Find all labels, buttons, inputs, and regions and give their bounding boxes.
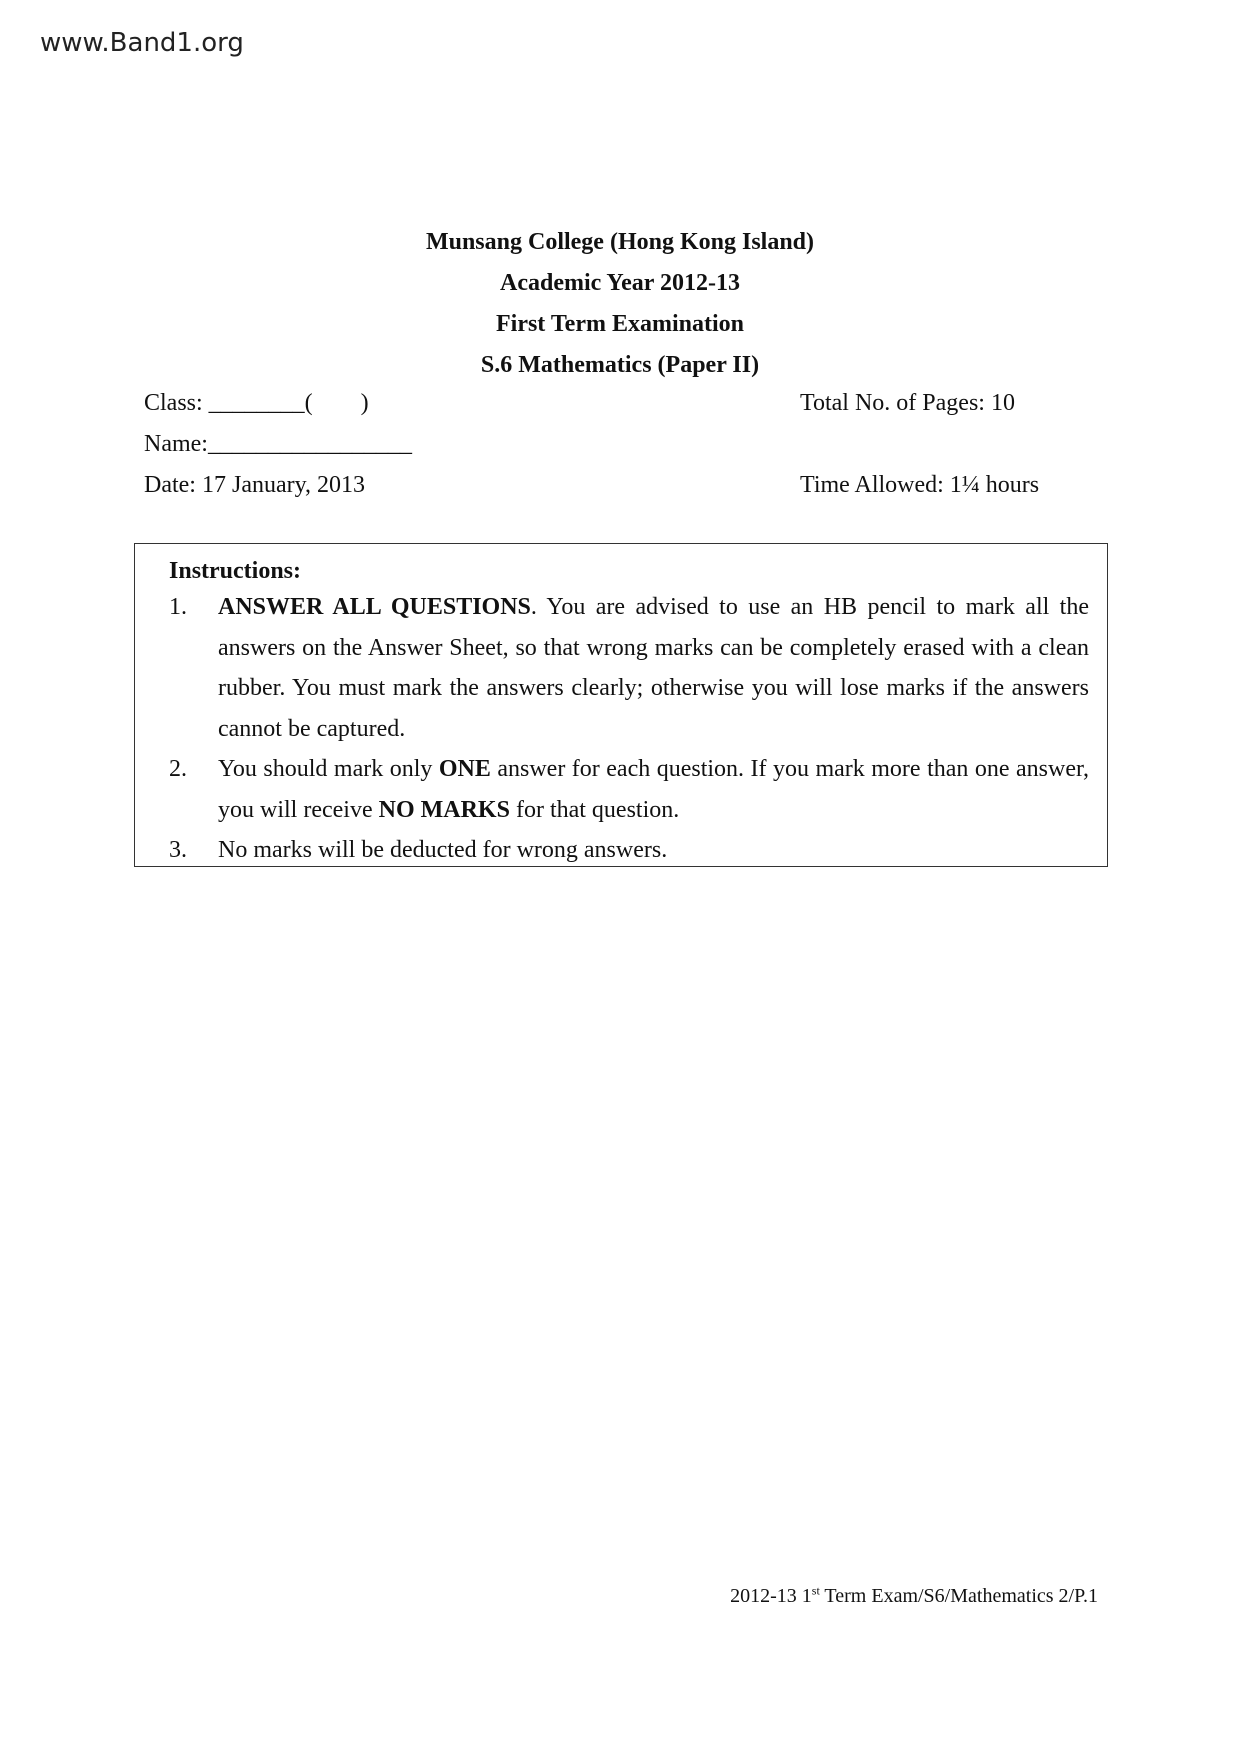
instruction-emphasis: NO MARKS bbox=[378, 796, 510, 823]
class-field: Class: ________( ) bbox=[144, 390, 369, 416]
exam-title: First Term Examination bbox=[495, 311, 744, 337]
subject-title: S.6 Mathematics (Paper II) bbox=[480, 352, 760, 378]
instruction-text bbox=[218, 587, 1089, 749]
instruction-number: 1. bbox=[169, 594, 187, 620]
instruction-number: 3. bbox=[169, 837, 187, 863]
instruction-emphasis: ANSWER ALL QUESTIONS bbox=[218, 594, 531, 620]
footer-superscript: st bbox=[811, 1583, 820, 1598]
instruction-number: 2. bbox=[169, 756, 187, 782]
instruction-item-2 bbox=[169, 749, 1089, 830]
instruction-body: answer for each question. If you mark more than one answer, you will receive bbox=[218, 756, 1090, 823]
academic-year: Academic Year 2012-13 bbox=[500, 270, 740, 296]
instruction-body: You should mark only bbox=[218, 756, 439, 782]
instruction-emphasis: ONE bbox=[438, 756, 491, 782]
total-pages: Total No. of Pages: 10 bbox=[800, 390, 1015, 416]
time-allowed: Time Allowed: 1¼ hours bbox=[800, 472, 1040, 498]
name-field: Name:_________________ bbox=[144, 431, 412, 457]
exam-date: Date: 17 January, 2013 bbox=[144, 472, 366, 498]
footer-prefix: 2012-13 1 bbox=[730, 1585, 812, 1607]
instructions-box bbox=[134, 543, 1108, 867]
page-footer bbox=[730, 1584, 1098, 1608]
instruction-item-3 bbox=[169, 830, 1089, 871]
instruction-body: for that question. bbox=[509, 796, 680, 823]
watermark-url: www.Band1.org bbox=[40, 28, 244, 58]
footer-suffix: Term Exam/S6/Mathematics 2/P.1 bbox=[819, 1585, 1098, 1607]
instruction-text bbox=[218, 749, 1089, 830]
instruction-text: No marks will be deducted for wrong answers. bbox=[218, 837, 668, 863]
instruction-item-1 bbox=[169, 587, 1089, 749]
school-name: Munsang College (Hong Kong Island) bbox=[425, 229, 815, 255]
exam-header bbox=[0, 222, 1240, 386]
instructions-title: Instructions: bbox=[169, 558, 302, 584]
instruction-body: . You are advised to use an HB pencil to mark all the answers on the Answer Sheet, so that wrong marks can be completely erased with a clean rubber. You must mark the answers clearly; otherwise you will lose marks if the answers cannot be captured. bbox=[218, 594, 1090, 742]
